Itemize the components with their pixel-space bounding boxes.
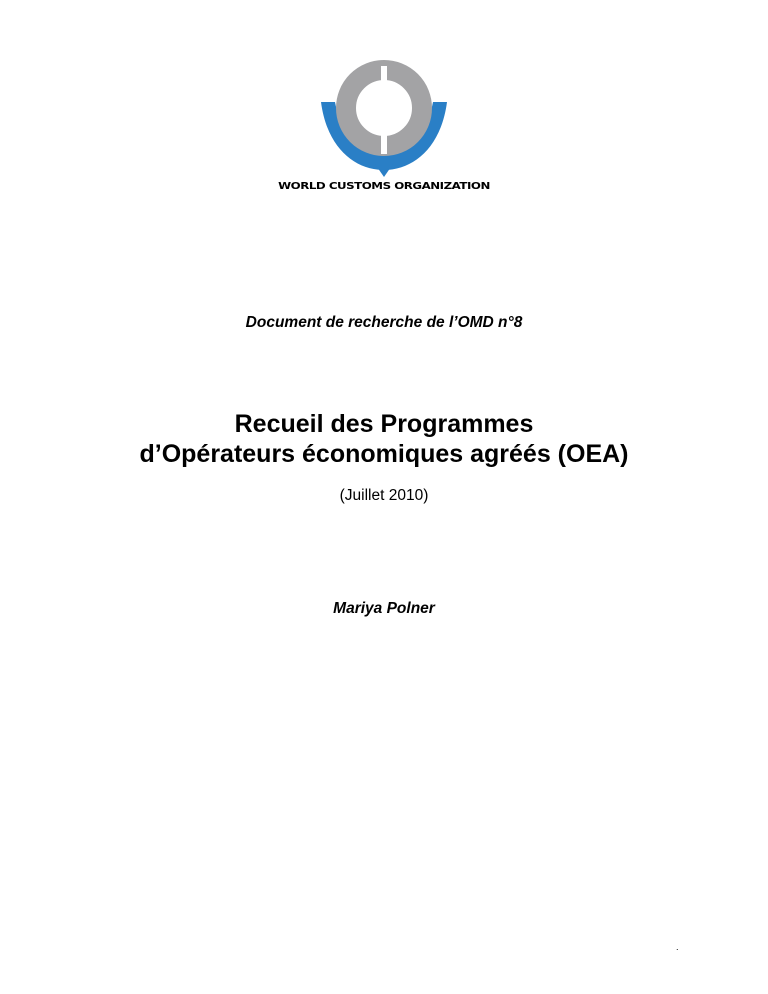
logo-top-slit <box>381 66 387 94</box>
wco-logo <box>0 60 768 178</box>
series-label: Document de recherche de l’OMD n°8 <box>245 314 523 331</box>
organization-name: WORLD CUSTOMS ORGANIZATION <box>278 181 490 192</box>
publication-date: (Juillet 2010) <box>339 487 429 504</box>
logo-inner-oval <box>370 91 398 127</box>
title-line-1: Recueil des Programmes <box>234 410 534 438</box>
title-line-2: d’Opérateurs économiques agréés (OEA) <box>139 440 629 468</box>
wco-emblem-icon <box>319 60 449 178</box>
document-title <box>0 409 768 469</box>
logo-bottom-slit <box>381 126 387 154</box>
logo-blue-keel <box>375 164 393 177</box>
author-name: Mariya Polner <box>333 600 435 617</box>
page-mark: . <box>676 942 679 952</box>
